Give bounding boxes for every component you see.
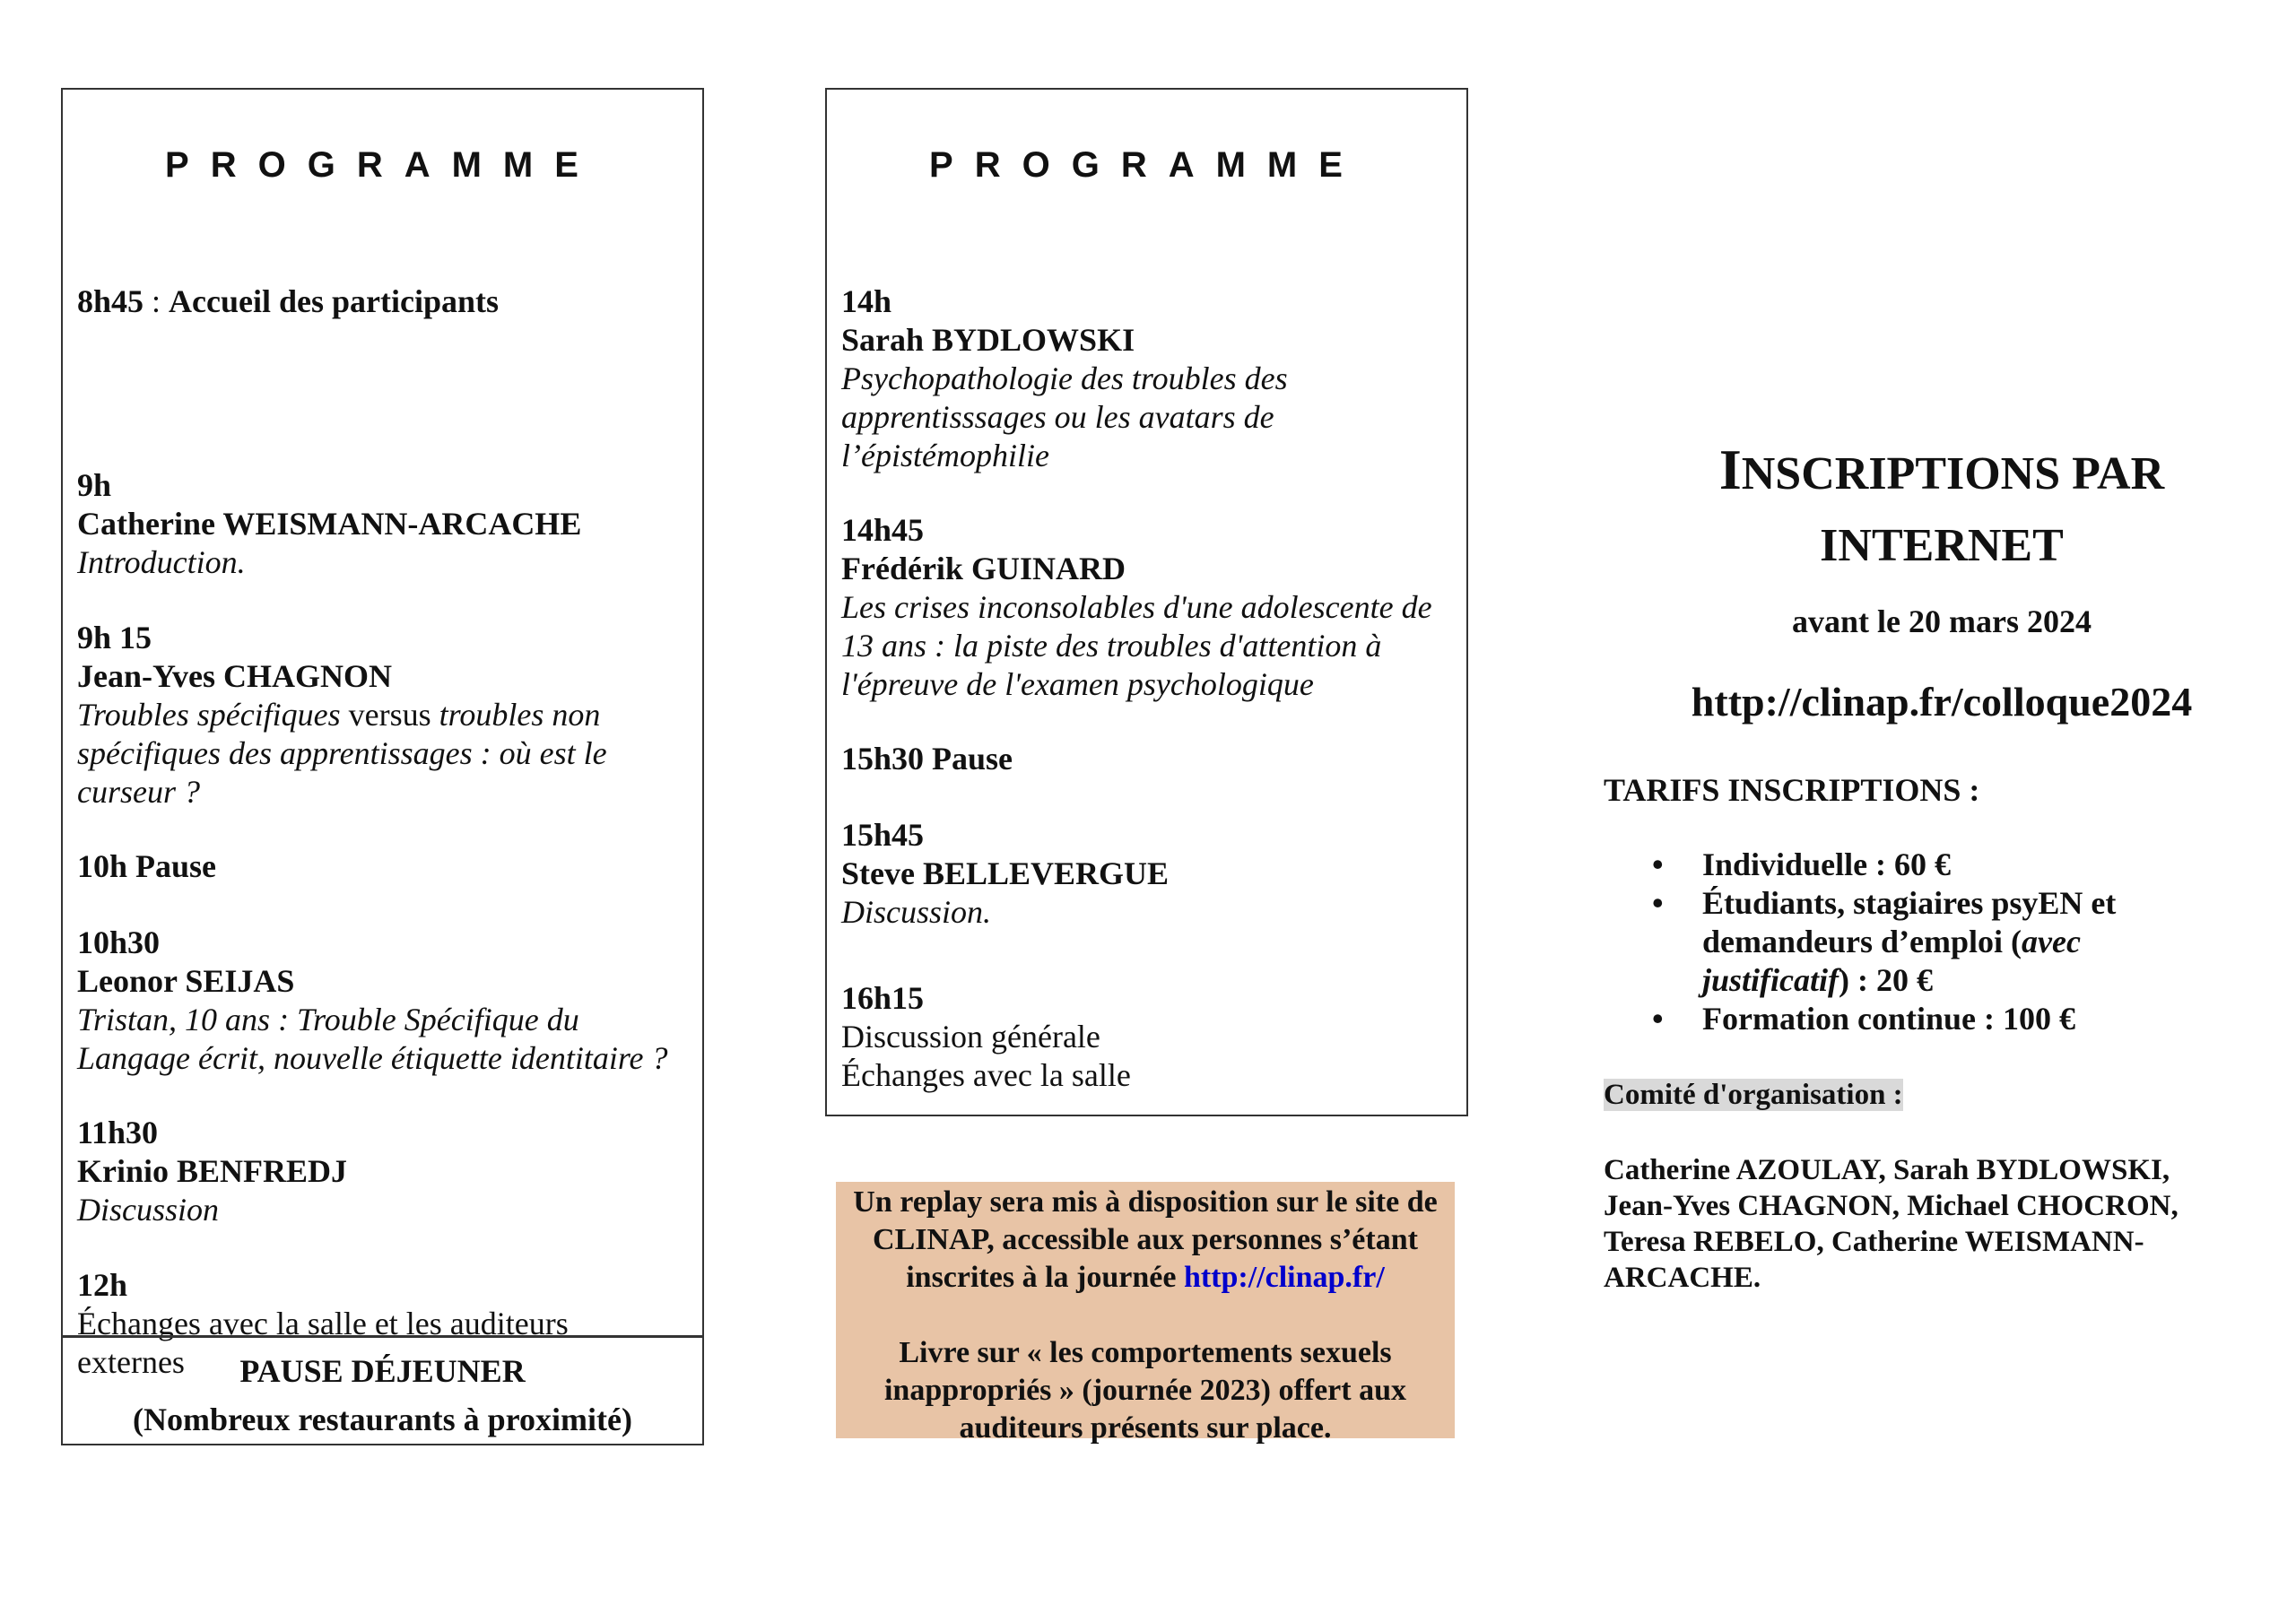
registration-deadline: avant le 20 mars 2024 bbox=[1792, 603, 2092, 639]
tarif-individual: • Individuelle : 60 € bbox=[1702, 846, 2231, 884]
lunch-divider bbox=[63, 1335, 702, 1338]
clinap-link[interactable]: http://clinap.fr/ bbox=[1183, 1261, 1385, 1294]
programme-afternoon-panel bbox=[825, 88, 1468, 1116]
speaker-name: Steve BELLEVERGUE bbox=[841, 855, 1170, 891]
speaker-name: Sarah BYDLOWSKI bbox=[841, 322, 1135, 358]
talk-title: Discussion bbox=[77, 1192, 220, 1228]
talk-title: Les crises inconsolables d'une adolescente de bbox=[841, 589, 1432, 625]
schedule-item-pause-1530: 15h30 Pause bbox=[841, 741, 1013, 777]
schedule-item-pause-10h: 10h Pause bbox=[77, 848, 217, 884]
schedule-item-1200: 12h Échanges avec la salle et les auditeurs externes bbox=[77, 1267, 569, 1380]
schedule-item-1545: 15h45 Steve BELLEVERGUE Discussion. bbox=[841, 816, 1452, 932]
speaker-name: Krinio BENFREDJ bbox=[77, 1153, 348, 1189]
schedule-item-0915: 9h 15 Jean-Yves CHAGNON Troubles spécifiques versus troubles non spécifiques des apprentissages : où est le curseur ? bbox=[77, 619, 688, 812]
schedule-item-1400: 14h Sarah BYDLOWSKI Psychopathologie des troubles des apprentisssages ou les avatars de l’épistémophilie bbox=[841, 282, 1452, 475]
registration-url[interactable]: http://clinap.fr/colloque2024 bbox=[1691, 679, 2193, 725]
speaker-name: Leonor SEIJAS bbox=[77, 963, 295, 999]
tarifs-list bbox=[1604, 846, 2231, 1038]
talk-title: Discussion. bbox=[841, 894, 992, 930]
tarif-students: • Étudiants, stagiaires psyEN et demandeurs d’emploi (avec justificatif) : 20 € bbox=[1702, 884, 2231, 1000]
replay-notice: Un replay sera mis à disposition sur le site de CLINAP, accessible aux personnes s’étant inscrites à la journée http://clinap.fr/ Livre sur « les comportements sexuels inappropriés » (journée 2023) offert aux auditeurs présents sur place. bbox=[836, 1182, 1455, 1438]
programme-title: PROGRAMME bbox=[165, 145, 600, 185]
programme-morning-panel bbox=[61, 88, 704, 1445]
speaker-name: Jean-Yves CHAGNON bbox=[77, 658, 392, 694]
lunch-break: PAUSE DÉJEUNER (Nombreux restaurants à proximité) bbox=[133, 1353, 632, 1437]
schedule-item-1615: 16h15 Discussion générale Échanges avec la salle bbox=[841, 980, 1131, 1093]
committee-members: Catherine AZOULAY, Sarah BYDLOWSKI, Jean-Yves CHAGNON, Michael CHOCRON, Teresa REBELO, Catherine WEISMANN- ARCACHE. bbox=[1604, 1154, 2179, 1294]
schedule-item-0845: 8h45 : Accueil des participants bbox=[77, 283, 500, 319]
schedule-item-1130: 11h30 Krinio BENFREDJ Discussion bbox=[77, 1114, 688, 1229]
tarifs-title: TARIFS INSCRIPTIONS : bbox=[1604, 772, 1980, 808]
talk-title: Troubles spécifiques versus troubles non bbox=[77, 697, 601, 733]
schedule-item-0900: 9h Catherine WEISMANN-ARCACHE Introduction. bbox=[77, 466, 688, 582]
committee-title: Comité d'organisation : bbox=[1604, 1079, 1903, 1111]
tarif-continuing-education: • Formation continue : 100 € bbox=[1702, 1000, 2231, 1038]
programme-title: PROGRAMME bbox=[929, 145, 1364, 185]
schedule-item-1030: 10h30 Leonor SEIJAS Tristan, 10 ans : Trouble Spécifique du Langage écrit, nouvelle étiquette identitaire ? bbox=[77, 924, 688, 1078]
schedule-item-1445: 14h45 Frédérik GUINARD Les crises inconsolables d'une adolescente de 13 ans : la piste des troubles d'attention à l'épreuve de l'examen psychologique bbox=[841, 511, 1452, 704]
registration-heading: INSCRIPTIONS PAR INTERNET bbox=[1718, 438, 2165, 571]
speaker-name: Catherine WEISMANN-ARCACHE bbox=[77, 506, 582, 542]
registration-panel bbox=[1596, 421, 2224, 1318]
talk-title: Psychopathologie des troubles des bbox=[841, 360, 1288, 396]
talk-title: Introduction. bbox=[77, 544, 246, 580]
speaker-name: Frédérik GUINARD bbox=[841, 551, 1126, 586]
talk-title: Tristan, 10 ans : Trouble Spécifique du bbox=[77, 1002, 579, 1037]
